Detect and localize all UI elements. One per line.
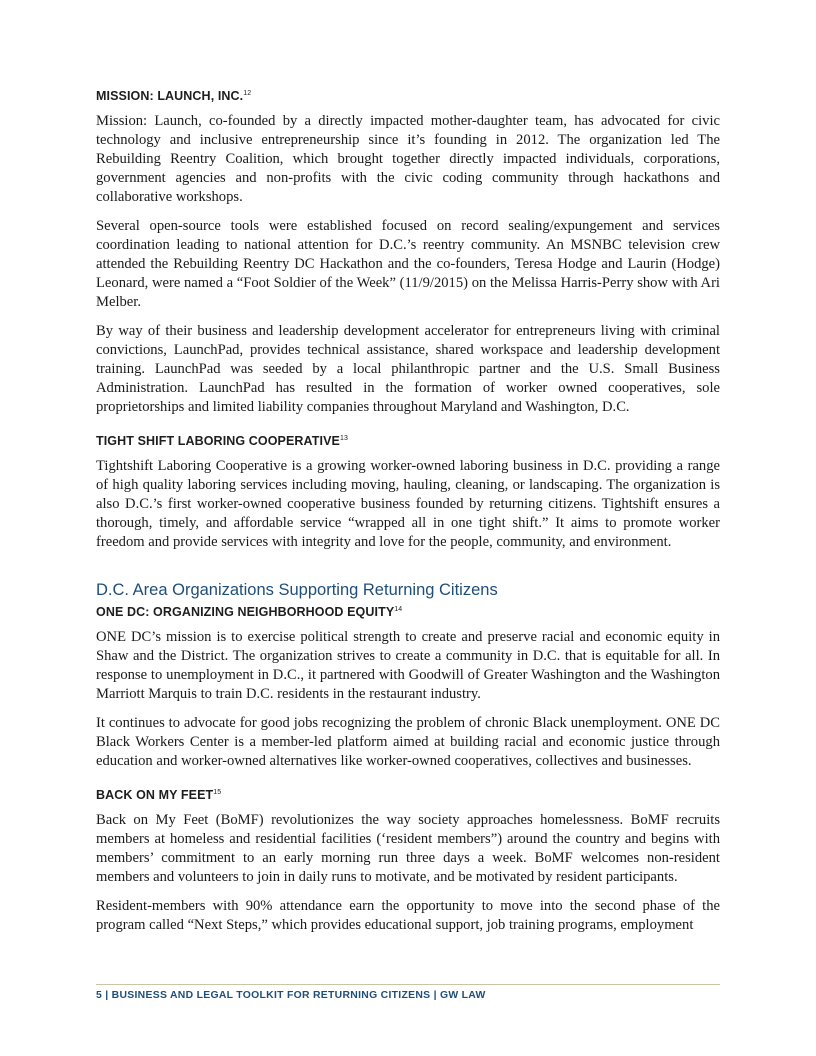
paragraph: ONE DC’s mission is to exercise political strength to create and preserve racial and economic equity in Shaw and the District. The organization strives to create a community in D.C. that is equitable for all. In response to unemployment in D.C., it partnered with Goodwill of Greater Washington and the Washington Marriott Marquis to train D.C. residents in the restaurant industry. bbox=[96, 629, 720, 702]
section-title: D.C. Area Organizations Supporting Returning Citizens bbox=[96, 581, 498, 599]
paragraph: It continues to advocate for good jobs recognizing the problem of chronic Black unemployment. ONE DC Black Workers Center is a member-led platform aimed at building racial and economic justice through education and worker-owned alternatives like worker-owned cooperatives, collectives and businesses. bbox=[96, 715, 720, 769]
subheading-one-dc: ONE DC: ORGANIZING NEIGHBORHOOD EQUITY$^{14}$ bbox=[96, 605, 403, 619]
paragraph: Resident-members with 90% attendance earn the opportunity to move into the second phase of the program called “Next Steps,” which provides educational support, job training programs, employment bbox=[96, 898, 720, 933]
paragraph: Mission: Launch, co-founded by a directly impacted mother-daughter team, has advocated for civic technology and inclusive entrepreneurship since it’s founding in 2012. The organization led The Rebuilding Reentry Coalition, which brought together directly impacted individuals, corporations, government agencies and non-profits with the civic coding community through hackathons and collaborative workshops. bbox=[96, 113, 720, 205]
paragraph: By way of their business and leadership development accelerator for entrepreneurs living with criminal convictions, LaunchPad, provides technical assistance, shared workspace and leadership development training. LaunchPad was seeded by a local philanthropic partner and the U.S. Small Business Administration. LaunchPad has resulted in the formation of worker owned cooperatives, sole proprietorships and limited liability companies throughout Maryland and Washington, D.C. bbox=[96, 323, 720, 415]
paragraph: Back on My Feet (BoMF) revolutionizes the way society approaches homelessness. BoMF recruits members at homeless and residential facilities (‘resident members”) around the country and begins with members’ commitment to an early morning run three days a week. BoMF welcomes non-resident members and volunteers to join in daily runs to motivate, and be motivated by resident participants. bbox=[96, 812, 720, 885]
subheading-tight-shift: TIGHT SHIFT LABORING COOPERATIVE$^{13}$ bbox=[96, 434, 348, 448]
subheading-mission-launch: MISSION: LAUNCH, INC.$^{12}$ bbox=[96, 89, 252, 103]
page-content bbox=[96, 88, 720, 945]
page-footer: 5 | BUSINESS AND LEGAL TOOLKIT FOR RETURNING CITIZENS | GW LAW bbox=[96, 984, 720, 1001]
footnote-ref-12: 12 bbox=[243, 89, 252, 97]
paragraph: Several open-source tools were established focused on record sealing/expungement and services coordination leading to national attention for D.C.’s reentry community. An MSNBC television crew attended the Rebuilding Reentry DC Hackathon and the co-founders, Teresa Hodge and Laurin (Hodge) Leonard, were named a “Foot Soldier of the Week” (11/9/2015) on the Melissa Harris-Perry show with Ari Melber. bbox=[96, 218, 720, 310]
footnote-ref-15: 15 bbox=[213, 788, 222, 796]
footnote-ref-14: 14 bbox=[394, 605, 403, 613]
paragraph: Tightshift Laboring Cooperative is a growing worker-owned laboring business in D.C. providing a range of high quality laboring services including moving, hauling, cleaning, or landscaping. The organization is also D.C.’s first worker-owned cooperative business founded by returning citizens. Tightshift ensures a thorough, timely, and affordable service “wrapped all in one tight shift.” It aims to promote worker freedom and provide services with integrity and love for the people, community, and environment. bbox=[96, 458, 720, 550]
footnote-ref-13: 13 bbox=[339, 434, 348, 442]
subheading-back-on-my-feet: BACK ON MY FEET$^{15}$ bbox=[96, 788, 222, 802]
